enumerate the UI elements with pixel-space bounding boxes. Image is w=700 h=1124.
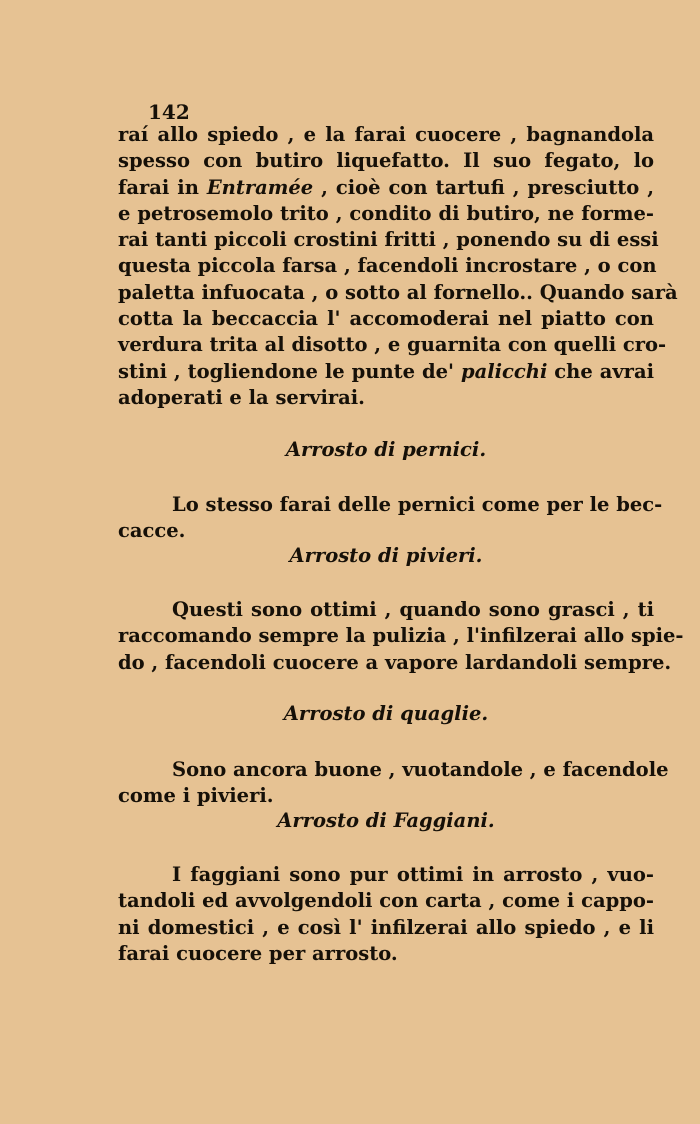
section-heading-quaglie: Arrosto di quaglie. — [283, 702, 489, 725]
text-line: adoperati e la servirai. — [118, 385, 365, 409]
text-line: verdura trita al disotto , e guarnita con quelli cro- — [118, 333, 667, 357]
text-line: do , facendoli cuocere a vapore lardandoli sempre. — [118, 650, 672, 674]
paragraph-pernici — [118, 492, 663, 545]
text-line: tandoli ed avvolgendoli con carta , come i cappo- — [118, 889, 654, 913]
text-line: rai tanti piccoli crostini fritti , ponendo su di essi — [118, 228, 659, 252]
text-line: farai cuocere per arrosto. — [118, 941, 398, 965]
text-line: paletta infuocata , o sotto al fornello.. Quando sarà — [118, 280, 678, 304]
paragraph-pivieri — [118, 597, 684, 676]
text-line: questa piccola farsa , facendoli incrostare , o con — [118, 254, 657, 278]
paragraph-faggiani — [118, 862, 654, 967]
section-heading-pernici: Arrosto di pernici. — [285, 438, 487, 461]
text-fragment: , cioè con tartufi , presciutto , — [313, 175, 654, 199]
text-line: Lo stesso farai delle pernici come per le bec- — [172, 493, 663, 516]
text-line: come i pivieri. — [118, 784, 274, 808]
text-line: e petrosemolo trito , condito di butiro, ne forme- — [118, 201, 654, 225]
text-line: raccomando sempre la pulizia , l'infilzerai allo spie- — [118, 624, 684, 648]
text-line: cacce. — [118, 519, 186, 543]
text-line: I faggiani sono pur ottimi in arrosto , vuo- — [172, 863, 654, 886]
italic-term: palicchi — [460, 359, 548, 383]
text-line — [118, 359, 654, 385]
text-line: spesso con butiro liquefatto. Il suo fegato, lo — [118, 149, 654, 173]
text-line: Sono ancora buone , vuotandole , e facendole — [172, 758, 669, 781]
text-line: cotta la beccaccia l' accomoderai nel piatto con — [118, 307, 654, 331]
text-fragment: che avrai — [547, 359, 654, 383]
text-line: raí allo spiedo , e la farai cuocere , bagnandola — [118, 123, 654, 146]
text-line — [118, 175, 654, 201]
text-fragment: stini , togliendone le punte de' — [118, 359, 461, 383]
text-line: ni domestici , e così l' infilzerai allo spiedo , e li — [118, 915, 654, 939]
page-number: 142 — [148, 100, 190, 124]
text-line: Questi sono ottimi , quando sono grasci , ti — [172, 598, 654, 621]
section-heading-faggiani: Arrosto di Faggiani. — [277, 809, 495, 832]
section-heading-pivieri: Arrosto di pivieri. — [289, 544, 483, 567]
text-fragment: farai in — [118, 175, 207, 199]
paragraph-quaglie — [118, 757, 669, 810]
italic-term: Entramée — [206, 175, 314, 199]
paragraph-beccaccia — [118, 122, 678, 411]
